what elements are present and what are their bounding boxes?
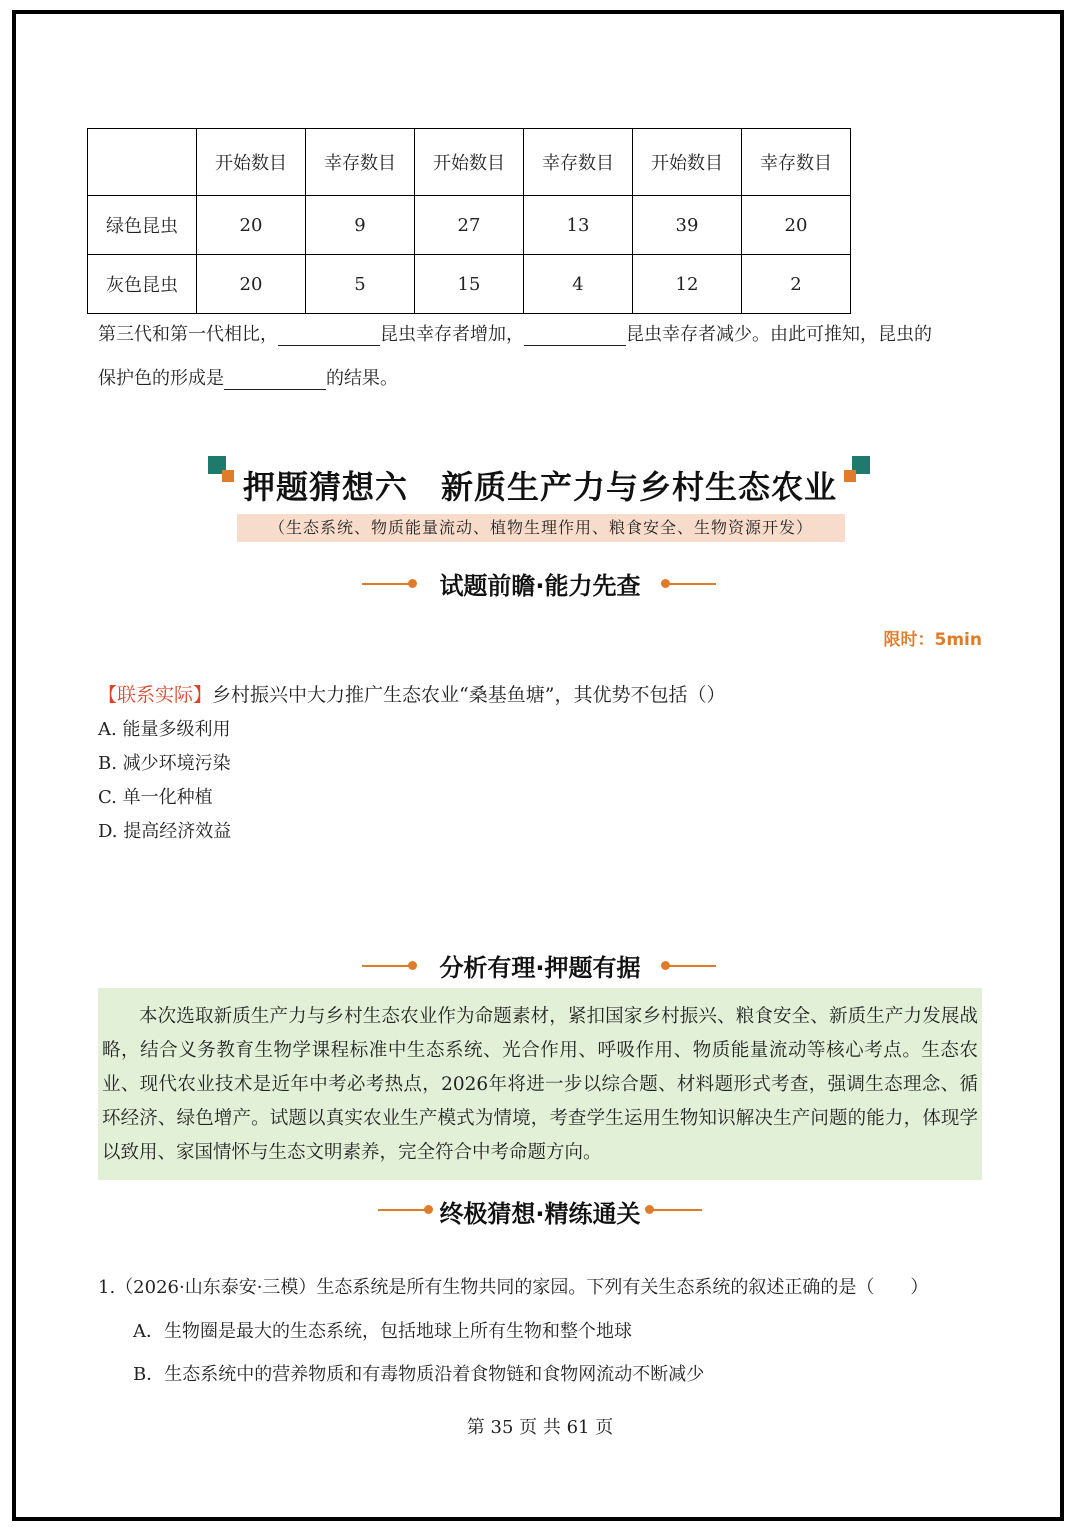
fill-text: 昆虫幸存者增加， xyxy=(380,324,524,345)
answer-blank[interactable] xyxy=(524,325,626,346)
heading-decor-line xyxy=(668,965,716,967)
table-header-cell: 开始数目 xyxy=(197,129,306,196)
section-banner-subtitle: （生态系统、物质能量流动、植物生理作用、粮食安全、生物资源开发） xyxy=(237,514,845,542)
section-heading-final: 终极猜想·精练通关 xyxy=(439,1200,641,1228)
table-header-cell: 开始数目 xyxy=(633,129,742,196)
table-cell: 12 xyxy=(633,255,742,314)
analysis-paragraph: 本次选取新质生产力与乡村生态农业作为命题素材，紧扣国家乡村振兴、粮食安全、新质生产力发展战略，结合义务教育生物学课程标准中生态系统、光合作用、呼吸作用、物质能量流动等核心考点。生态农业、现代农业技术是近年中考必考热点，2026年将进一步以综合题、材料题形式考查，强调生态理念、循环经济、绿色增产。试题以真实农业生产模式为情境，考查学生运用生物知识解决生产问题的能力，体现学以致用、家国情怀与生态文明素养，完全符合中考命题方向。 xyxy=(98,988,982,1180)
choice-option-d[interactable]: D. 提高经济效益 xyxy=(98,821,232,842)
heading-decor-line xyxy=(668,583,716,585)
fill-text: 第三代和第一代相比， xyxy=(98,324,278,345)
table-cell: 灰色昆虫 xyxy=(88,255,197,314)
answer-blank[interactable] xyxy=(224,369,326,390)
choice-option-b[interactable]: B. 减少环境污染 xyxy=(98,753,231,774)
question-stem: 乡村振兴中大力推广生态农业“桑基鱼塘”，其优势不包括（） xyxy=(212,684,726,706)
table-cell: 4 xyxy=(524,255,633,314)
question-1-option-b[interactable]: B．生态系统中的营养物质和有毒物质沿着食物链和食物网流动不断减少 xyxy=(133,1364,705,1385)
question-tag: 【联系实际】 xyxy=(98,684,213,706)
table-cell: 2 xyxy=(742,255,851,314)
fill-text: 保护色的形成是 xyxy=(98,368,224,389)
heading-decor-line xyxy=(650,1209,702,1211)
table-cell: 5 xyxy=(306,255,415,314)
section-heading-analysis: 分析有理·押题有据 xyxy=(439,954,641,982)
page-number-footer: 第 35 页 共 61 页 xyxy=(466,1417,614,1438)
table-cell: 9 xyxy=(306,196,415,255)
table-cell: 绿色昆虫 xyxy=(88,196,197,255)
table-cell: 27 xyxy=(415,196,524,255)
practice-question xyxy=(98,680,725,707)
question-1-stem: 1.（2026·山东泰安·三模）生态系统是所有生物共同的家园。下列有关生态系统的叙述正确的是（ ） xyxy=(98,1277,929,1298)
table-row xyxy=(88,255,851,314)
table-cell: 39 xyxy=(633,196,742,255)
question-1-option-a[interactable]: A．生物圈是最大的生态系统，包括地球上所有生物和整个地球 xyxy=(133,1321,632,1342)
table-header-cell: 开始数目 xyxy=(415,129,524,196)
table-cell: 15 xyxy=(415,255,524,314)
table-cell: 20 xyxy=(197,255,306,314)
table-cell: 13 xyxy=(524,196,633,255)
table-row xyxy=(88,196,851,255)
time-limit-label: 限时：5min xyxy=(883,630,982,650)
table-header-cell: 幸存数目 xyxy=(524,129,633,196)
table-header-cell: 幸存数目 xyxy=(306,129,415,196)
table-header-row xyxy=(88,129,851,196)
table-cell: 20 xyxy=(742,196,851,255)
table-cell: 20 xyxy=(197,196,306,255)
fill-text: 昆虫幸存者减少。由此可推知，昆虫的 xyxy=(626,324,932,345)
table-header-cell: 幸存数目 xyxy=(742,129,851,196)
table-header-cell xyxy=(88,129,197,196)
insect-survival-table xyxy=(87,128,851,314)
section-banner-title: 押题猜想六 新质生产力与乡村生态农业 xyxy=(242,468,837,506)
fill-text: 的结果。 xyxy=(326,368,398,389)
choice-option-a[interactable]: A. 能量多级利用 xyxy=(98,719,231,740)
answer-blank[interactable] xyxy=(278,325,380,346)
fill-blank-line-2 xyxy=(98,364,398,390)
choice-option-c[interactable]: C. 单一化种植 xyxy=(98,787,213,808)
fill-blank-line-1 xyxy=(98,320,932,346)
section-heading-preview: 试题前瞻·能力先查 xyxy=(439,572,641,600)
